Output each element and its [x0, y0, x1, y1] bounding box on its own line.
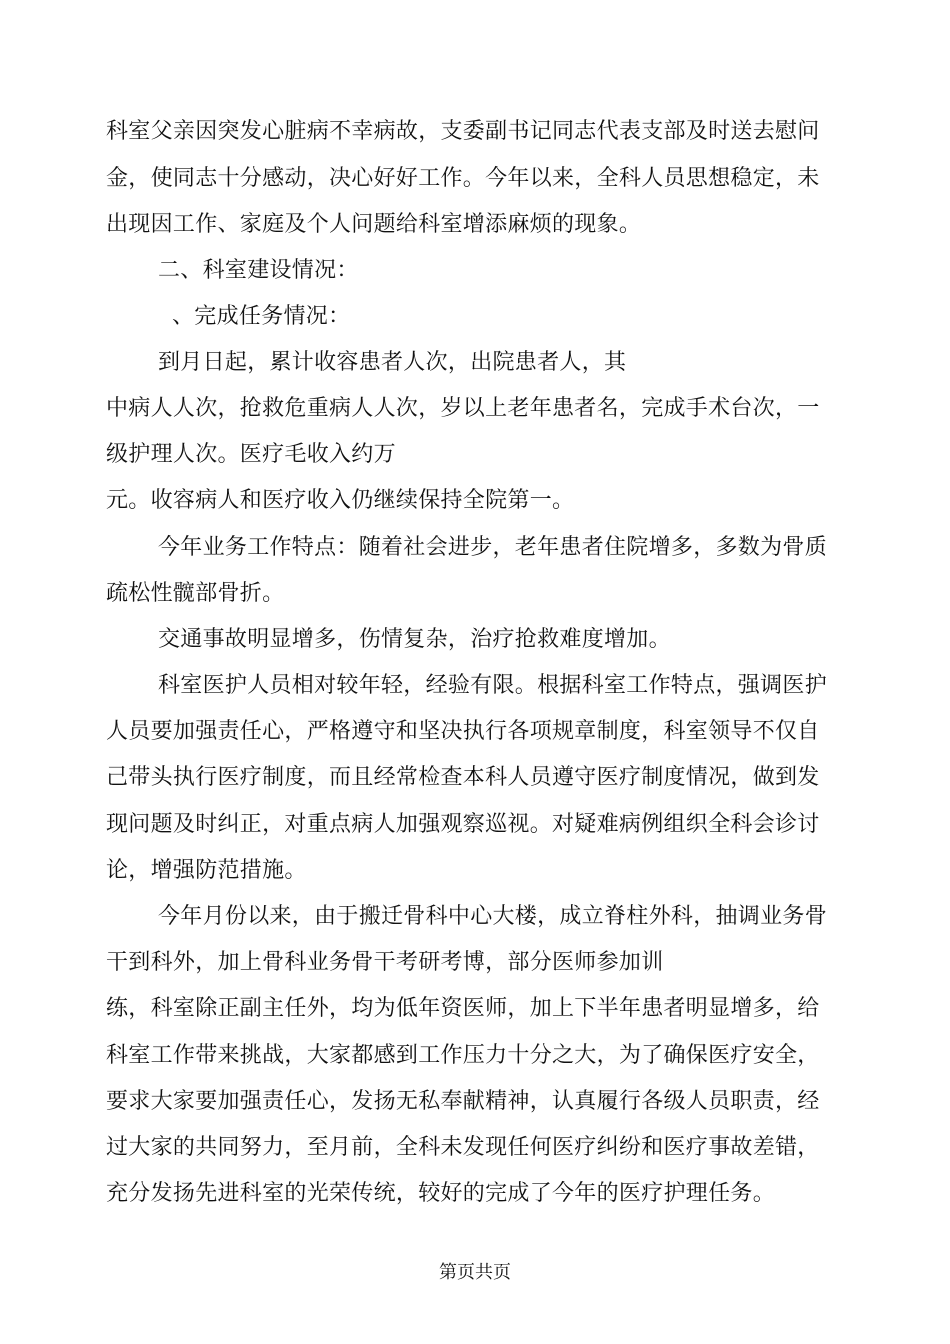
- body-text-line: 中病人人次，抢救危重病人人次，岁以上老年患者名，完成手术台次，一: [106, 396, 820, 421]
- body-text-line: 过大家的共同努力，至月前，全科未发现任何医疗纠纷和医疗事故差错，: [106, 1135, 820, 1160]
- body-text-line: 人员要加强责任心，严格遵守和坚决执行各项规章制度，科室领导不仅自: [106, 719, 820, 744]
- body-text-line: 今年业务工作特点：随着社会进步，老年患者住院增多，多数为骨质: [158, 535, 828, 560]
- body-text-line: 己带头执行医疗制度，而且经常检查本科人员遵守医疗制度情况，做到发: [106, 765, 820, 790]
- body-text-line: 元。收容病人和医疗收入仍继续保持全院第一。: [106, 488, 575, 513]
- body-text-line: 今年月份以来，由于搬迁骨科中心大楼，成立脊柱外科，抽调业务骨: [158, 904, 828, 929]
- body-text-line: 级护理人次。医疗毛收入约万: [106, 442, 396, 467]
- subsection-heading: 、完成任务情况：: [172, 304, 351, 329]
- body-text-line: 要求大家要加强责任心，发扬无私奉献精神，认真履行各级人员职责，经: [106, 1089, 820, 1114]
- body-text-line: 练，科室除正副主任外，均为低年资医师，加上下半年患者明显增多，给: [106, 996, 820, 1021]
- body-text-line: 充分发扬先进科室的光荣传统，较好的完成了今年的医疗护理任务。: [106, 1181, 776, 1206]
- body-text-line: 干到科外，加上骨科业务骨干考研考博，部分医师参加训: [106, 950, 664, 975]
- body-text-line: 科室父亲因突发心脏病不幸病故，支委副书记同志代表支部及时送去慰问: [106, 119, 820, 144]
- body-text-line: 现问题及时纠正，对重点病人加强观察巡视。对疑难病例组织全科会诊讨: [106, 812, 820, 837]
- body-text-line: 出现因工作、家庭及个人问题给科室增添麻烦的现象。: [106, 212, 642, 237]
- body-text-line: 论，增强防范措施。: [106, 858, 307, 883]
- page-number-footer: 第页共页: [439, 1262, 511, 1283]
- body-text-line: 科室工作带来挑战，大家都感到工作压力十分之大，为了确保医疗安全，: [106, 1043, 820, 1068]
- body-text-line: 科室医护人员相对较年轻，经验有限。根据科室工作特点，强调医护: [158, 673, 828, 698]
- body-text-line: 交通事故明显增多，伤情复杂，治疗抢救难度增加。: [158, 627, 671, 652]
- body-text-line: 金，使同志十分感动，决心好好工作。今年以来，全科人员思想稳定，未: [106, 166, 820, 191]
- body-text-line: 疏松性髋部骨折。: [106, 581, 285, 606]
- section-heading: 二、科室建设情况：: [158, 258, 359, 283]
- body-text-line: 到月日起，累计收容患者人次，出院患者人，其: [158, 350, 627, 375]
